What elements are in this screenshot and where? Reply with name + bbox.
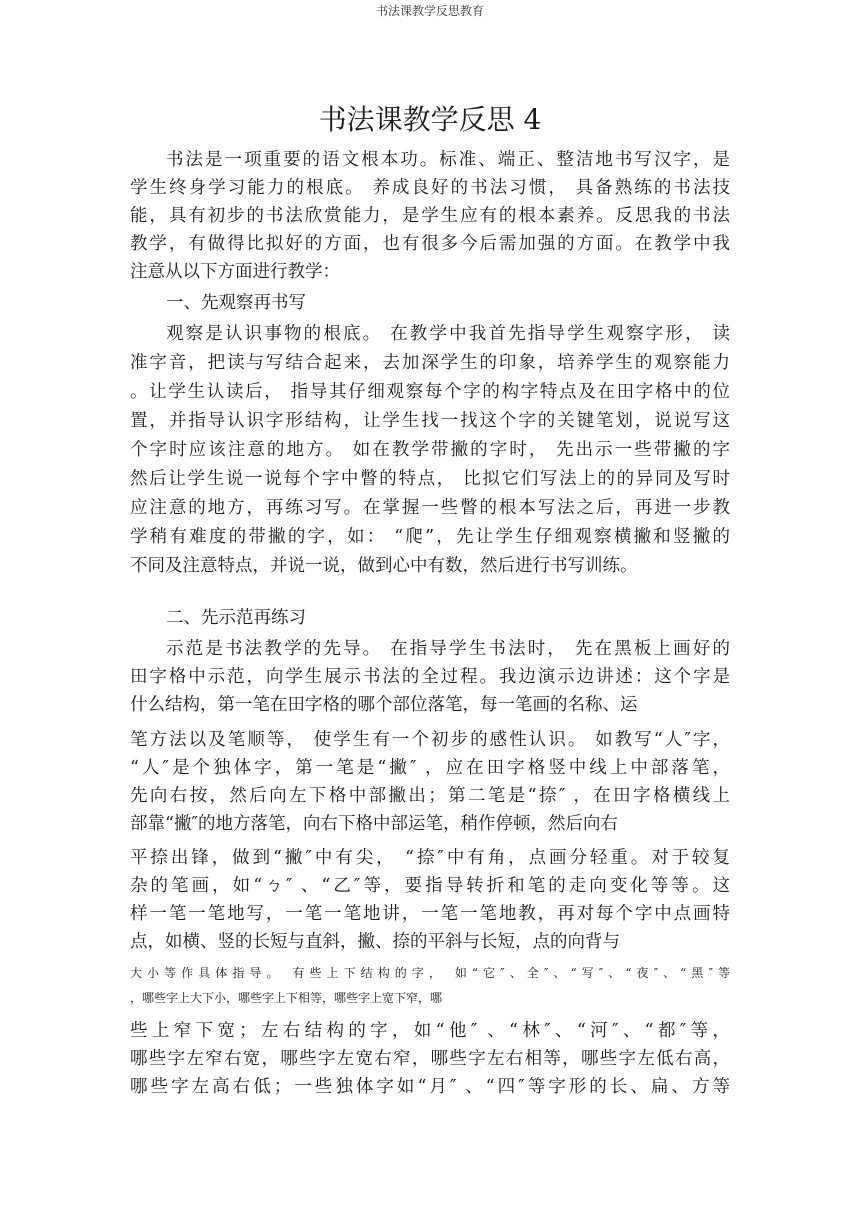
paragraph-line: 示范是书法教学的先导。 在指导学生书法时， 先在黑板上画好的 xyxy=(166,639,730,659)
paragraph-line: 先向右按，然后向左下格中部撇出；第二笔是“捺″ ，在田字格横线上 xyxy=(130,786,730,806)
small-print-line: 大小等作具体指导。 有些上下结构的字， 如“它″、全″、“写″、“夜″、“黑″等 xyxy=(130,966,730,980)
paragraph-line: 点，如横、竖的长短与直斜，撇、捺的平斜与长短，点的向背与 xyxy=(130,932,620,952)
paragraph-line: 样一笔一笔地写，一笔一笔地讲，一笔一笔地教，再对每个字中点画特 xyxy=(130,904,730,924)
paragraph-line: 个字时应该注意的地方。 如在教学带撇的字时， 先出示一些带撇的字 xyxy=(130,440,730,460)
paragraph-line: 田字格中示范，向学生展示书法的全过程。我边演示边讲述：这个字是 xyxy=(130,667,730,687)
paragraph-line: 学稍有难度的带撇的字，如： “爬”，先让学生仔细观察横撇和竖撇的 xyxy=(130,527,730,547)
paragraph-line: 教学，有做得比拟好的方面，也有很多今后需加强的方面。在教学中我 xyxy=(130,234,730,254)
paragraph-line: 笔方法以及笔顺等， 使学生有一个初步的感性认识。 如教写“人″字， xyxy=(130,730,730,750)
paragraph-line: 杂的笔画，如“ㄅ″ 、“乙″等，要指导转折和笔的走向变化等等。这 xyxy=(130,876,730,896)
document-title: 书法课教学反思 4 xyxy=(318,103,542,136)
small-print-line: ，哪些字上大下小，哪些字上下相等，哪些字上宽下窄，哪 xyxy=(130,991,443,1005)
paragraph-line: 注意从以下方面进行教学： xyxy=(130,262,340,282)
section-heading: 二、先示范再练习 xyxy=(166,608,306,628)
paragraph-line: 些上窄下宽；左右结构的字，如“他″ 、“林″、“河″、“都″等， xyxy=(130,1021,730,1041)
paragraph-line: 哪些字左窄右宽，哪些字左宽右窄，哪些字左右相等，哪些字左低右高， xyxy=(130,1049,730,1069)
paragraph-line: 观察是认识事物的根底。 在教学中我首先指导学生观察字形， 读 xyxy=(166,324,730,344)
paragraph-line: 平捺出锋，做到“撇″中有尖， “捺″中有角，点画分轻重。对于较复 xyxy=(130,848,730,868)
paragraph-line: 不同及注意特点，并说一说，做到心中有数，然后进行书写训练。 xyxy=(130,556,638,576)
paragraph-line: 部靠“撇″的地方落笔，向右下格中部运笔，稍作停顿，然后向右 xyxy=(130,814,618,834)
paragraph-line: 准字音，把读与写结合起来，去加深学生的印象，培养学生的观察能力 xyxy=(130,353,730,373)
paragraph-line: 然后让学生说一说每个字中瞥的特点， 比拟它们写法上的的异同及写时 xyxy=(130,469,730,489)
running-header: 书法课教学反思教育 xyxy=(375,4,484,18)
paragraph-line: 什么结构，第一笔在田字格的哪个部位落笔，每一笔画的名称、运 xyxy=(130,695,638,715)
paragraph-line: “人″是个独体字，第一笔是“撇″ ，应在田字格竖中线上中部落笔， xyxy=(130,758,730,778)
paragraph-line: 能，具有初步的书法欣赏能力，是学生应有的根本素养。反思我的书法 xyxy=(130,206,730,226)
paragraph-line: 学生终身学习能力的根底。 养成良好的书法习惯， 具备熟练的书法技 xyxy=(130,178,730,198)
section-heading: 一、先观察再书写 xyxy=(166,293,306,313)
paragraph-line: 书法是一项重要的语文根本功。标准、端正、整洁地书写汉字，是 xyxy=(166,150,730,170)
paragraph-line: 。让学生认读后， 指导其仔细观察每个字的构字特点及在田字格中的位 xyxy=(130,382,730,402)
paragraph-line: 哪些字左高右低；一些独体字如“月″ 、“四″等字形的长、扁、方等 xyxy=(130,1077,730,1097)
paragraph-line: 置，并指导认识字形结构，让学生找一找这个字的关键笔划，说说写这 xyxy=(130,411,730,431)
paragraph-line: 应注意的地方，再练习写。在掌握一些瞥的根本写法之后，再进一步教 xyxy=(130,498,730,518)
